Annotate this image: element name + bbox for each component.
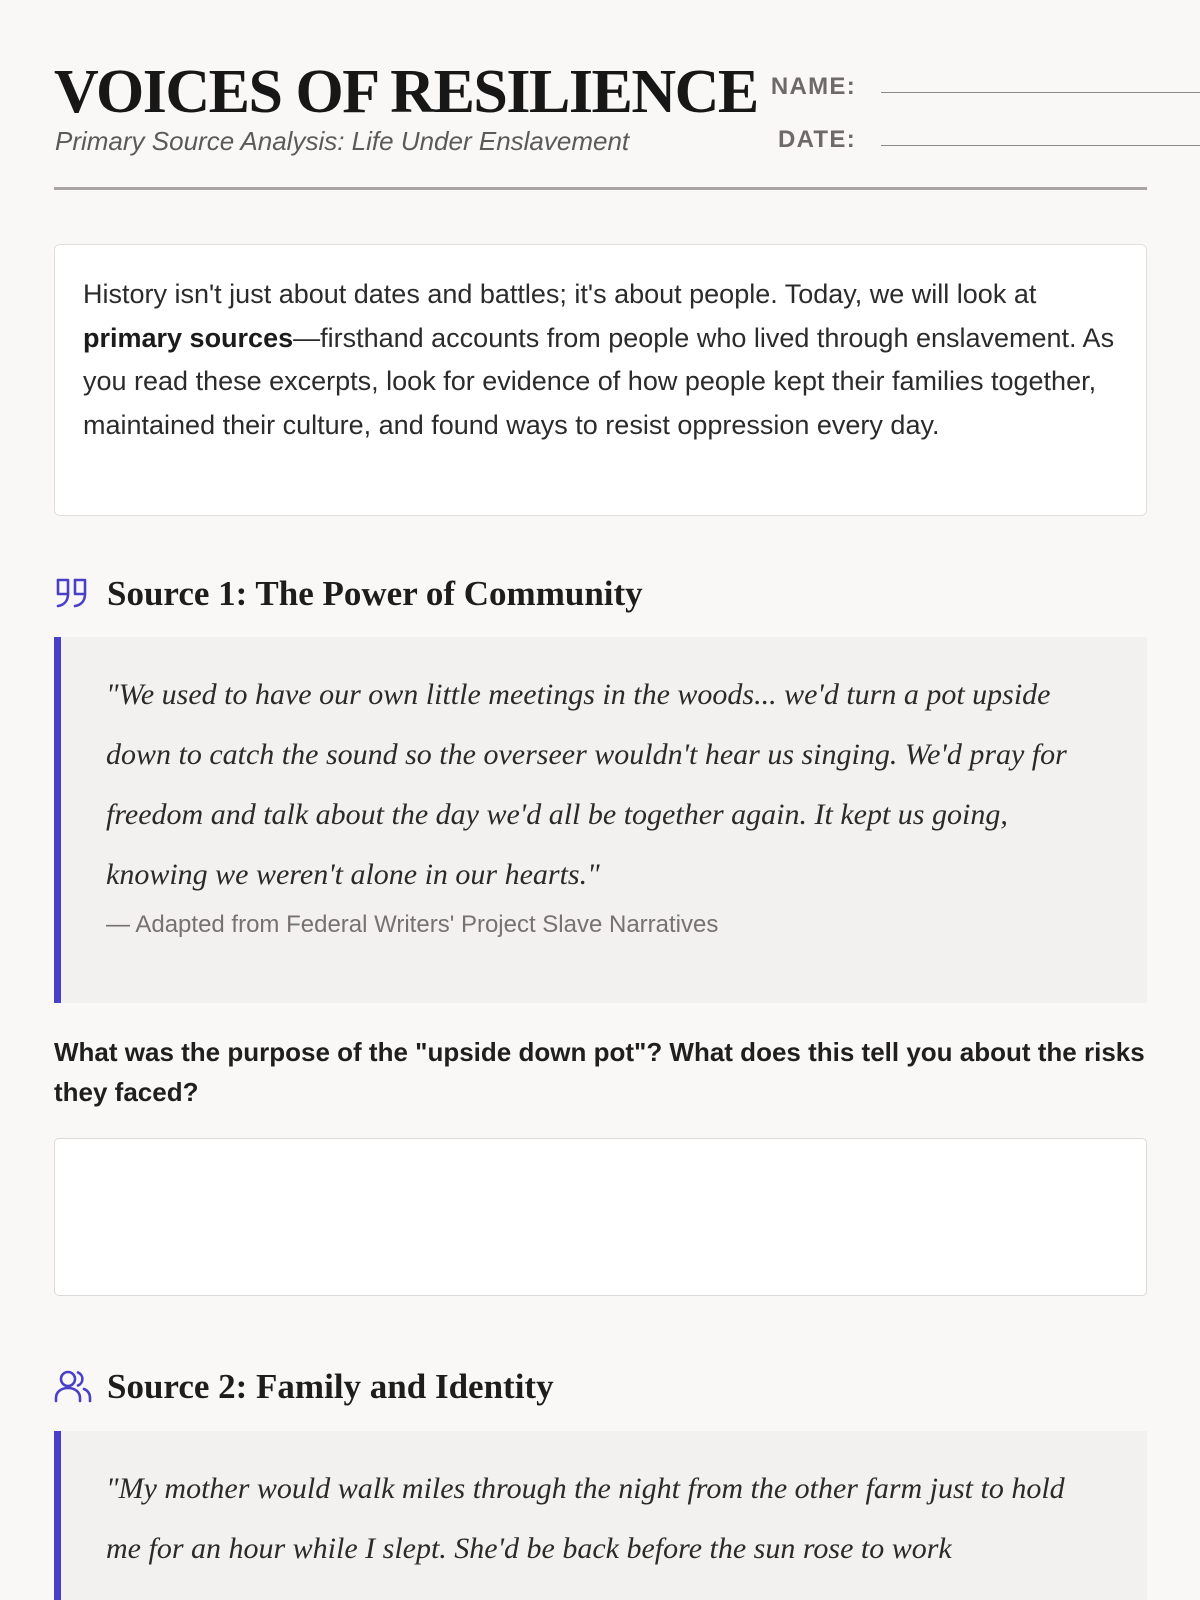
source-1-quote-text: "We used to have our own little meetings in the woods... we'd turn a pot upside down to catch the sound so the overseer wouldn't hear us singing. We'd pray for freedom and talk about the day we'd all be together again. It kept us going, knowing we weren't alone in our hearts." [106,678,1067,891]
source-1-quote [54,637,1147,1003]
name-label: NAME: [770,73,856,100]
source-2-quote-text: "My mother would walk miles through the night from the other farm just to hold me for an hour while I slept. She'd be back before the sun rose to work [106,1472,1065,1565]
people-icon [54,1368,92,1406]
quote-icon [54,575,92,613]
intro-text-end: —firsthand accounts from people who lived through enslavement. As you read these excerpts, look for evidence of how people kept their families together, maintained their culture, and found ways to resist oppression every day. [83,322,1115,440]
page-title: VOICES OF RESILIENCE [54,58,758,126]
page-subtitle: Primary Source Analysis: Life Under Enslavement [55,126,630,156]
source-1-heading [54,572,1147,616]
date-row [722,125,1147,155]
source-2-quote [54,1431,1147,1600]
name-row [722,72,1147,102]
source-1-answer-field[interactable] [54,1138,1147,1296]
name-field[interactable] [881,92,1200,93]
source-2-heading [54,1365,1147,1409]
date-label: DATE: [777,126,856,153]
intro-bold-term: primary sources [83,322,294,353]
worksheet-header [54,58,1147,190]
source-1-citation: — Adapted from Federal Writers' Project Slave Narratives [106,911,719,938]
intro-text-start: History isn't just about dates and battles; it's about people. Today, we will look at [83,279,1037,309]
date-field[interactable] [881,145,1200,146]
source-1-question: What was the purpose of the "upside down pot"? What does this tell you about the risks they faced? [54,1037,1145,1107]
source-2-title: Source 2: Family and Identity [107,1367,554,1406]
intro-paragraph [83,273,1118,447]
source-1-title: Source 1: The Power of Community [107,574,643,613]
intro-box [54,244,1147,516]
